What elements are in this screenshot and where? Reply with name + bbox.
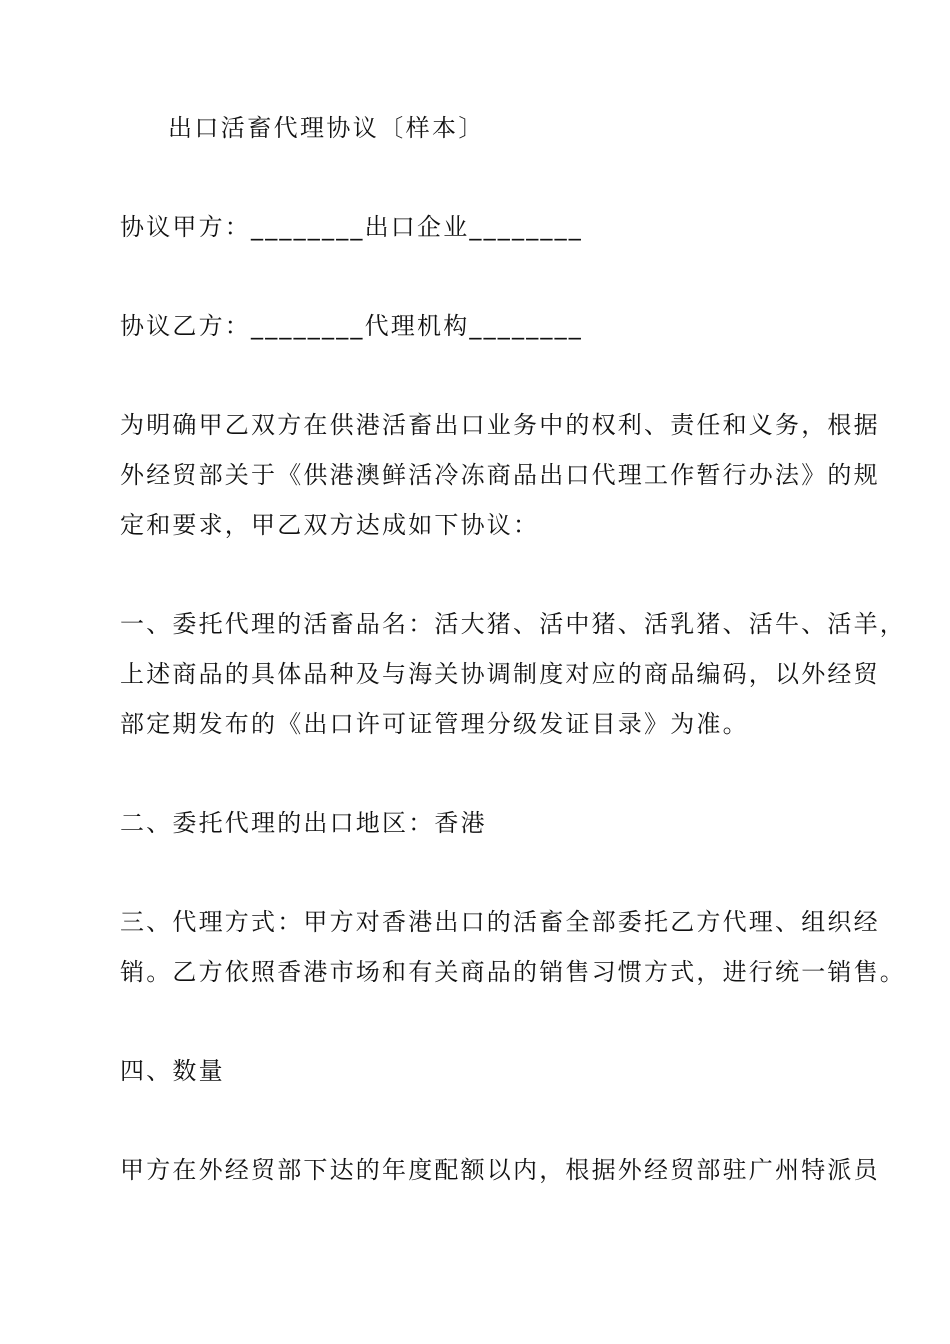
clause-1-line-1: 一、委托代理的活畜品名：活大猪、活中猪、活乳猪、活牛、活羊， bbox=[120, 610, 906, 638]
clause-1-line-3: 部定期发布的《出口许可证管理分级发证目录》为准。 bbox=[120, 710, 749, 738]
clause-2-line: 二、委托代理的出口地区：香港 bbox=[120, 809, 487, 837]
party-b-line: 协议乙方：________代理机构________ bbox=[120, 312, 583, 340]
clause-1-line-2: 上述商品的具体品种及与海关协调制度对应的商品编码，以外经贸 bbox=[120, 660, 880, 688]
party-a-line: 协议甲方：________出口企业________ bbox=[120, 213, 583, 241]
clause-3-line-1: 三、代理方式：甲方对香港出口的活畜全部委托乙方代理、组织经 bbox=[120, 908, 880, 936]
document-title: 出口活畜代理协议〔样本〕 bbox=[168, 114, 485, 142]
intro-line-1: 为明确甲乙双方在供港活畜出口业务中的权利、责任和义务，根据 bbox=[120, 411, 880, 439]
clause-4-heading: 四、数量 bbox=[120, 1057, 225, 1085]
clause-3-line-2: 销。乙方依照香港市场和有关商品的销售习惯方式，进行统一销售。 bbox=[120, 958, 906, 986]
intro-line-3: 定和要求，甲乙双方达成如下协议： bbox=[120, 511, 540, 539]
intro-line-2: 外经贸部关于《供港澳鲜活冷冻商品出口代理工作暂行办法》的规 bbox=[120, 461, 880, 489]
clause-4-line-1: 甲方在外经贸部下达的年度配额以内，根据外经贸部驻广州特派员 bbox=[120, 1156, 880, 1184]
